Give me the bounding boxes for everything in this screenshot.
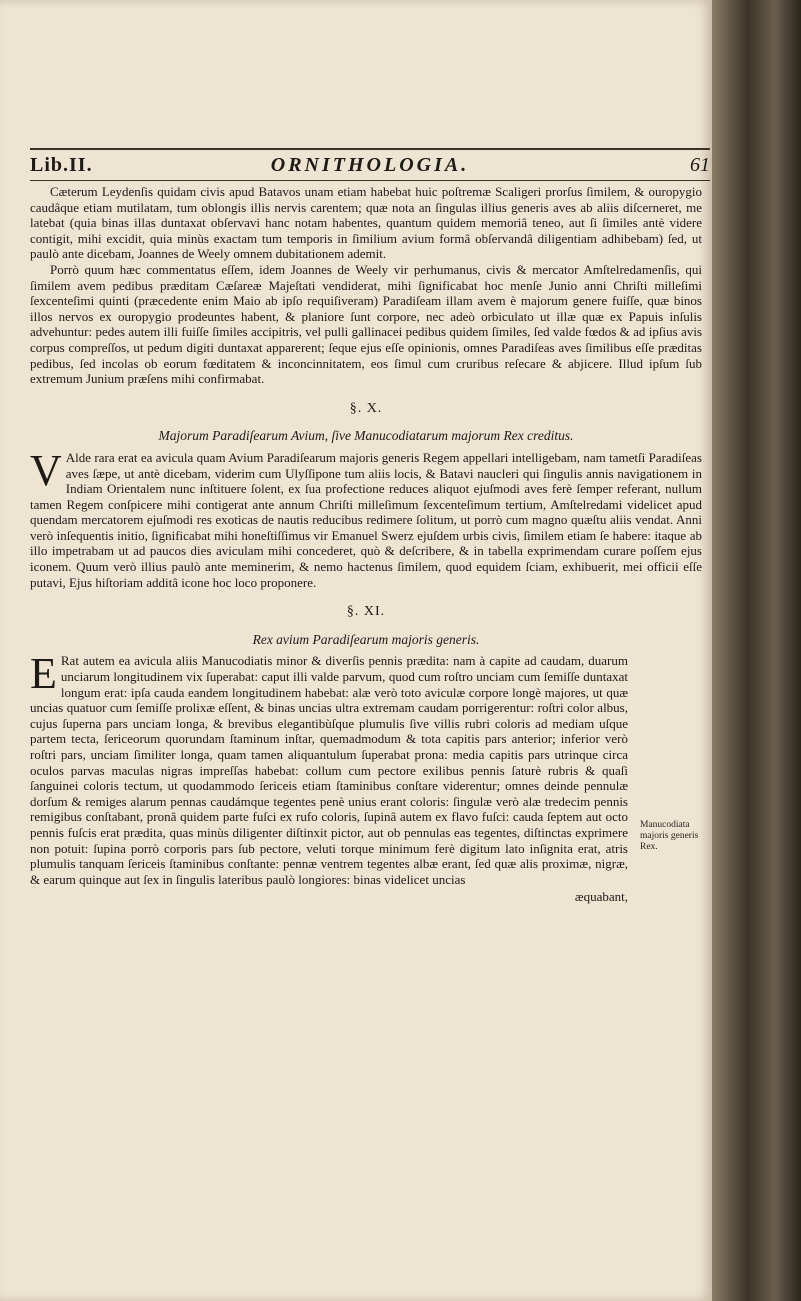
page-number: 61 xyxy=(690,154,710,176)
paragraph-2: Porrò quum hæc commentatus eſſem, idem Joannes de Weely vir perhumanus, civis & mercator Amſtelredamenſis, qui ſimilem avem pedibus præditam Cæſareæ Majeſtati vendiderat, mihi ſignificabat hoc menſe Junio anni Chriſti milleſimi ſexcenteſimi quinti (præcedente enim Maio ab ipſo requiſiveram) Paradiſeam illam avem è majorum genere fuiſſe, quæ binos illos nervos ex ouropygio prodeuntes habent, & planiore ſunt corpore, nec adeò orbiculato ut illæ quæ ex Papuis inſulis advehuntur: pedes autem illi fuiſſe ſimiles accipitris, vel pulli gallinacei pedibus quidem ſimiles, ſed valde fœdos & ad ipſius avis corpus compreſſos, ut pedum digiti duntaxat apparerent; ſeque ejus eſſe opinionis, omnes Paradiſeas aves ſimilibus eſſe præditas pedibus, ſed incolas ob eorum fœditatem & inconcinnitatem, eos ſimul cum cruribus reſecare & abjicere. Illud ipſum ſub extremum Junium præſens mihi confirmabat. xyxy=(30,261,702,387)
paragraph-3 xyxy=(30,445,702,590)
header-rule xyxy=(30,180,710,181)
section-x-mark: §. X. xyxy=(349,400,383,416)
paragraph-3-text: Alde rara erat ea avicula quam Avium Paradiſearum majoris generis Regem appellari intelligebam, nam tametſi Paradiſeas aves ſæpe, ut antè dicebam, viderim cum Ulyſſipone tum aliis locis, & Batavi naucleri qui ſingulis annis navigationem in Indiam Orientalem nunc inſtituere ſolent, ex ſua profectione reduces aliquot ejuſmodi aves ferè ſemper referant, nullum tamen Regem conſpicere mihi contigerat ante annum Chriſti milleſimum ſexcenteſimum tertium, Amſtelredami videlicet apud quendam mercatorem ejuſmodi res exoticas de nautis reducibus redimere ſolitum, ut porrò cum magno quæſtu aliis vendat. Anni verò inſequentis initio, ſignificabat mihi honeſtiſſimus vir Emanuel Swerz ejuſdem urbis civis, ſimilem etiam ſe habere: itaque ab illo impetrabam ut ad paucos dies aviculam mihi concederet, quò & deſcribere, & in tabella exprimendam curare poſſem ejus iconem. Quum verò illius paulò ante meminerim, & nemo hactenus ſimilem, quod equidem ſciam, exhibuerit, mei officii eſſe putavi, Ejus hiſtoriam additâ icone hoc loco proponere. xyxy=(30,449,702,590)
drop-cap-e: E xyxy=(30,649,57,699)
running-title: ORNITHOLOGIA. xyxy=(270,154,470,176)
top-rule xyxy=(30,148,710,150)
section-xi-title: Rex avium Paradiſearum majoris generis. xyxy=(252,631,480,647)
book-number: Lib.II. xyxy=(30,154,93,176)
section-xi-mark: §. XI. xyxy=(346,604,386,620)
drop-cap-v: V xyxy=(30,445,62,495)
margin-note: Manucodiata majoris generis Rex. xyxy=(640,820,699,852)
page-body xyxy=(30,184,702,905)
book-spine xyxy=(712,0,801,1301)
section-x-title: Majorum Paradiſearum Avium, ſive Manucodiatarum majorum Rex creditus. xyxy=(158,428,574,444)
paragraph-1: Cæterum Leydenſis quidam civis apud Batavos unam etiam habebat huic poſtremæ Scaligeri prorſus ſimilem, & ouropygio caudâque etiam mutilatam, tum oblongis illis nervis carentem; quæ nota an ſingulas illius generis aves ab aliis diſcerneret, me latebat (quia binas illas duntaxat obſervavi hanc notam habentes, quantum quidem memoriâ teneo, aut ſi ſimiles antè videre contigit, mihi excidit, quia minùs exactam tum temporis in ſimilium avium formâ obſervandâ diligentiam adhibebam) ſed, ut paulò ante dicebam, Joannes de Weely omnem dubitationem ademit. xyxy=(30,184,702,262)
paragraph-4-wrap xyxy=(30,649,628,905)
catchword: æquabant, xyxy=(574,889,628,905)
paragraph-4 xyxy=(30,649,628,887)
paragraph-4-text: Rat autem ea avicula aliis Manucodiatis minor & diverſis pennis prædita: nam à capite ad caudam, duarum unciarum longitudinem vix ſuperabat: caput illi valde parvum, quod cum roſtro unciam cum ſemiſſe duntaxat longum erat: ipſa cauda eandem longitudinem habebat: alæ verò toto aviculæ corpore longè majores, ut quæ uncias quatuor cum ſemiſſe prolixæ eſſent, & binas uncias ultra extremam caudam porrigerentur: roſtri color albus, cujus ſuperna pars unciam longa, & brevibus elegantibùſque plumulis ſive villis rubri coloris ad mediam uſque partem tecta, ſericeorum quorundam ſtaminum inſtar, quemadmodum & tota capitis pars anterior; inferior verò roſtri pars, unciam ſimiliter longa, quam tamen aliquantulum ſuperabat prona: media capitis pars utrinque circa oculos parvas maculas nigras impreſſas habebat: collum cum pectore exilibus pennis ſaturè rubris & quaſi ſanguinei coloris tectum, ut quodammodo ſericeis etiam ſtaminibus conſtare viderentur; omnes deinde pennulæ dorſum & remiges alarum pennas caudámque tegentes penè unius erant coloris: ſingulæ verò alæ tredecim pennis remigibus conſtabant, pronâ quidem parte fuſci ex rufo coloris, ſupinâ autem ex flavo fuſci: cauda ſeptem aut octo pennis fuſcis erat prædita, quas minùs diligenter diſtinxit pictor, aut ob pennulas eas tegentes, diſtinctas exprimere non potuit: ſupina porrò corporis pars ſub pectore, veluti torque minimum ferè digitum lato inſignita erat, atris plumulis tanquam ſericeis ſtaminibus conſtante: pennæ ventrem tegentes albæ erant, ſed quæ alis proximæ, nigræ, & earum quinque aut ſex in ſingulis lateribus paulò longiores: binas videlicet uncias xyxy=(30,653,628,887)
running-header xyxy=(30,152,710,178)
